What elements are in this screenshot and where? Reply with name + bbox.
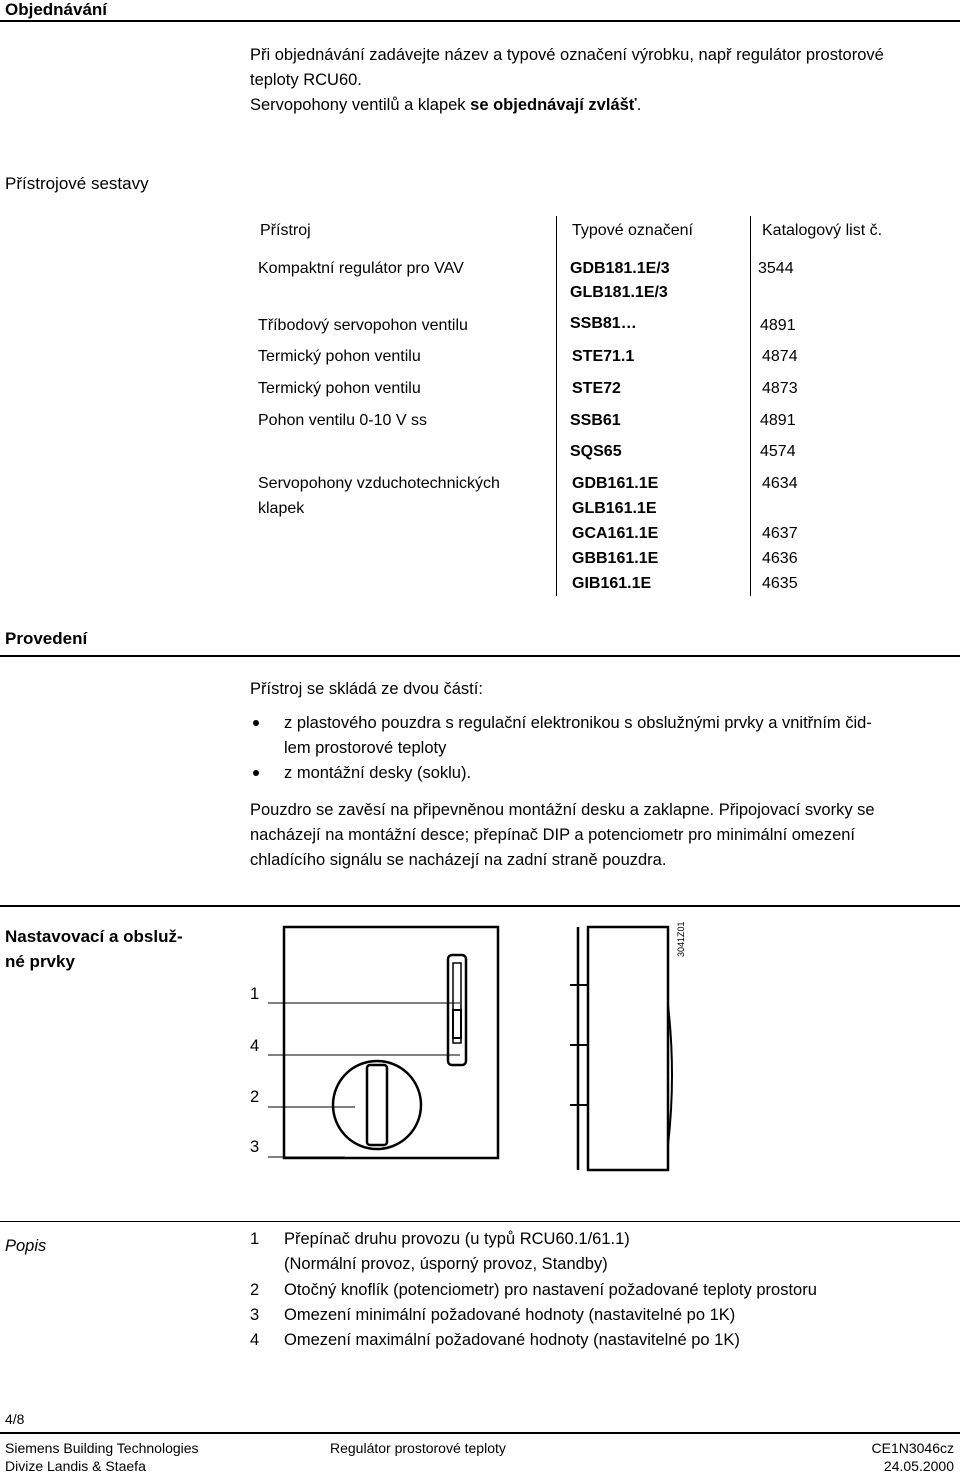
table-cell-sheet: 4891: [760, 317, 796, 334]
bullet-dot: [253, 720, 259, 726]
table-cell-type: GBB161.1E: [572, 550, 659, 567]
ordering-text-line2: teploty RCU60.: [250, 71, 362, 89]
figure-id: 3041Z01: [676, 921, 686, 957]
design-para-line1: Pouzdro se zavěsí na připevněnou montážní desku a zaklapne. Připojovací svorky se: [250, 801, 875, 819]
legend-text: (Normální provoz, úsporný provoz, Standby): [284, 1255, 608, 1273]
table-cell-type: STE71.1: [572, 348, 635, 365]
section-title-legend: Popis: [5, 1237, 47, 1255]
section-title-design: Provedení: [5, 629, 88, 648]
legend-num: 4: [250, 1331, 260, 1349]
figure-label-2: 2: [250, 1088, 260, 1106]
ordering-text-line3: [250, 93, 641, 118]
ordering-text-line1: Při objednávání zadávejte název a typové označení výrobku, např regulátor prostorové: [250, 46, 884, 64]
table-cell-type: SSB61: [570, 412, 621, 429]
design-para-line2: nacházejí na montážní desce; přepínač DIP a potenciometr pro minimální omezení: [250, 826, 856, 844]
section-divider: [0, 905, 960, 907]
figure-label-3: 3: [250, 1138, 260, 1156]
design-bullet1-line1: z plastového pouzdra s regulační elektronikou s obslužnými prvky a vnitřním čid-: [284, 714, 872, 732]
figure-label-1: 1: [250, 985, 260, 1003]
table-cell-sheet: 4874: [762, 348, 798, 365]
table-cell-device: Termický pohon ventilu: [258, 348, 421, 365]
bullet-dot: [253, 770, 259, 776]
section-title-ordering: Objednávání: [5, 0, 108, 19]
table-cell-type: GLB161.1E: [572, 500, 657, 517]
table-cell-device: Pohon ventilu 0-10 V ss: [258, 412, 427, 429]
section-divider: [0, 20, 960, 22]
table-cell-type: SSB81…: [570, 315, 637, 332]
section-title-equipment: Přístrojové sestavy: [5, 174, 149, 193]
ordering-line3-bold: se objednávají zvlášť: [470, 96, 637, 114]
table-cell-sheet: 4635: [762, 575, 798, 592]
footer-product: Regulátor prostorové teploty: [330, 1440, 506, 1456]
legend-num: 1: [250, 1230, 260, 1248]
controls-title-line1: Nastavovací a obsluž-: [5, 927, 183, 946]
table-cell-device: Servopohony vzduchotechnických: [258, 475, 500, 492]
footer-doc-id: CE1N3046cz: [871, 1440, 954, 1456]
mode-switch-knob: [453, 1010, 461, 1038]
section-title-controls: [5, 924, 183, 974]
setpoint-knob-grip: [367, 1065, 387, 1145]
table-cell-sheet: 4636: [762, 550, 798, 567]
design-intro: Přístroj se skládá ze dvou částí:: [250, 680, 483, 698]
design-para-line3: chladícího signálu se nacházejí na zadní straně pouzdra.: [250, 851, 667, 869]
table-cell-device: Termický pohon ventilu: [258, 380, 421, 397]
table-cell-sheet: 4574: [760, 443, 796, 460]
table-header-sheet: Katalogový list č.: [762, 222, 883, 239]
table-header-type: Typové označení: [572, 222, 693, 239]
legend-text: Omezení maximální požadované hodnoty (nastavitelné po 1K): [284, 1331, 740, 1349]
design-bullet1-line2: lem prostorové teploty: [284, 739, 447, 757]
footer-company2: Divize Landis & Staefa: [5, 1458, 146, 1474]
table-cell-device: klapek: [258, 500, 305, 517]
table-cell-device: Kompaktní regulátor pro VAV: [258, 260, 464, 277]
table-cell-type: SQS65: [570, 443, 622, 460]
ordering-line3-end: .: [636, 96, 642, 114]
table-cell-sheet: 4637: [762, 525, 798, 542]
table-cell-type: GDB181.1E/3: [570, 260, 670, 277]
footer-date: 24.05.2000: [883, 1458, 954, 1474]
table-cell-type: STE72: [572, 380, 621, 397]
section-divider: [0, 1221, 960, 1222]
controls-title-line2: né prvky: [5, 952, 75, 971]
table-cell-sheet: 4634: [762, 475, 798, 492]
table-cell-sheet: 4891: [760, 412, 796, 429]
table-cell-device: Tříbodový servopohon ventilu: [258, 317, 468, 334]
legend-num: 3: [250, 1306, 260, 1324]
page-number: 4/8: [5, 1411, 25, 1427]
table-cell-sheet: 4873: [762, 380, 798, 397]
table-cell-sheet: 3544: [758, 260, 794, 277]
table-header-device: Přístroj: [260, 222, 311, 239]
legend-text: Otočný knoflík (potenciometr) pro nastavení požadované teploty prostoru: [284, 1281, 817, 1299]
table-column-divider: [556, 216, 557, 596]
figure-label-4: 4: [250, 1037, 260, 1055]
table-cell-type: GDB161.1E: [572, 475, 659, 492]
housing-side-outline: [588, 927, 668, 1170]
legend-text: Omezení minimální požadované hodnoty (nastavitelné po 1K): [284, 1306, 736, 1324]
footer-company1: Siemens Building Technologies: [5, 1440, 199, 1456]
legend-text: Přepínač druhu provozu (u typů RCU60.1/61.1): [284, 1230, 630, 1248]
design-bullet2: z montážní desky (soklu).: [284, 764, 472, 782]
table-cell-type: GLB181.1E/3: [570, 284, 668, 301]
device-drawing: [240, 915, 700, 1185]
section-divider: [0, 655, 960, 657]
ordering-line3-normal: Servopohony ventilů a klapek: [250, 96, 471, 114]
table-column-divider: [750, 216, 751, 596]
legend-num: 2: [250, 1281, 260, 1299]
table-cell-type: GIB161.1E: [572, 575, 652, 592]
footer-divider: [0, 1432, 960, 1434]
table-cell-type: GCA161.1E: [572, 525, 659, 542]
